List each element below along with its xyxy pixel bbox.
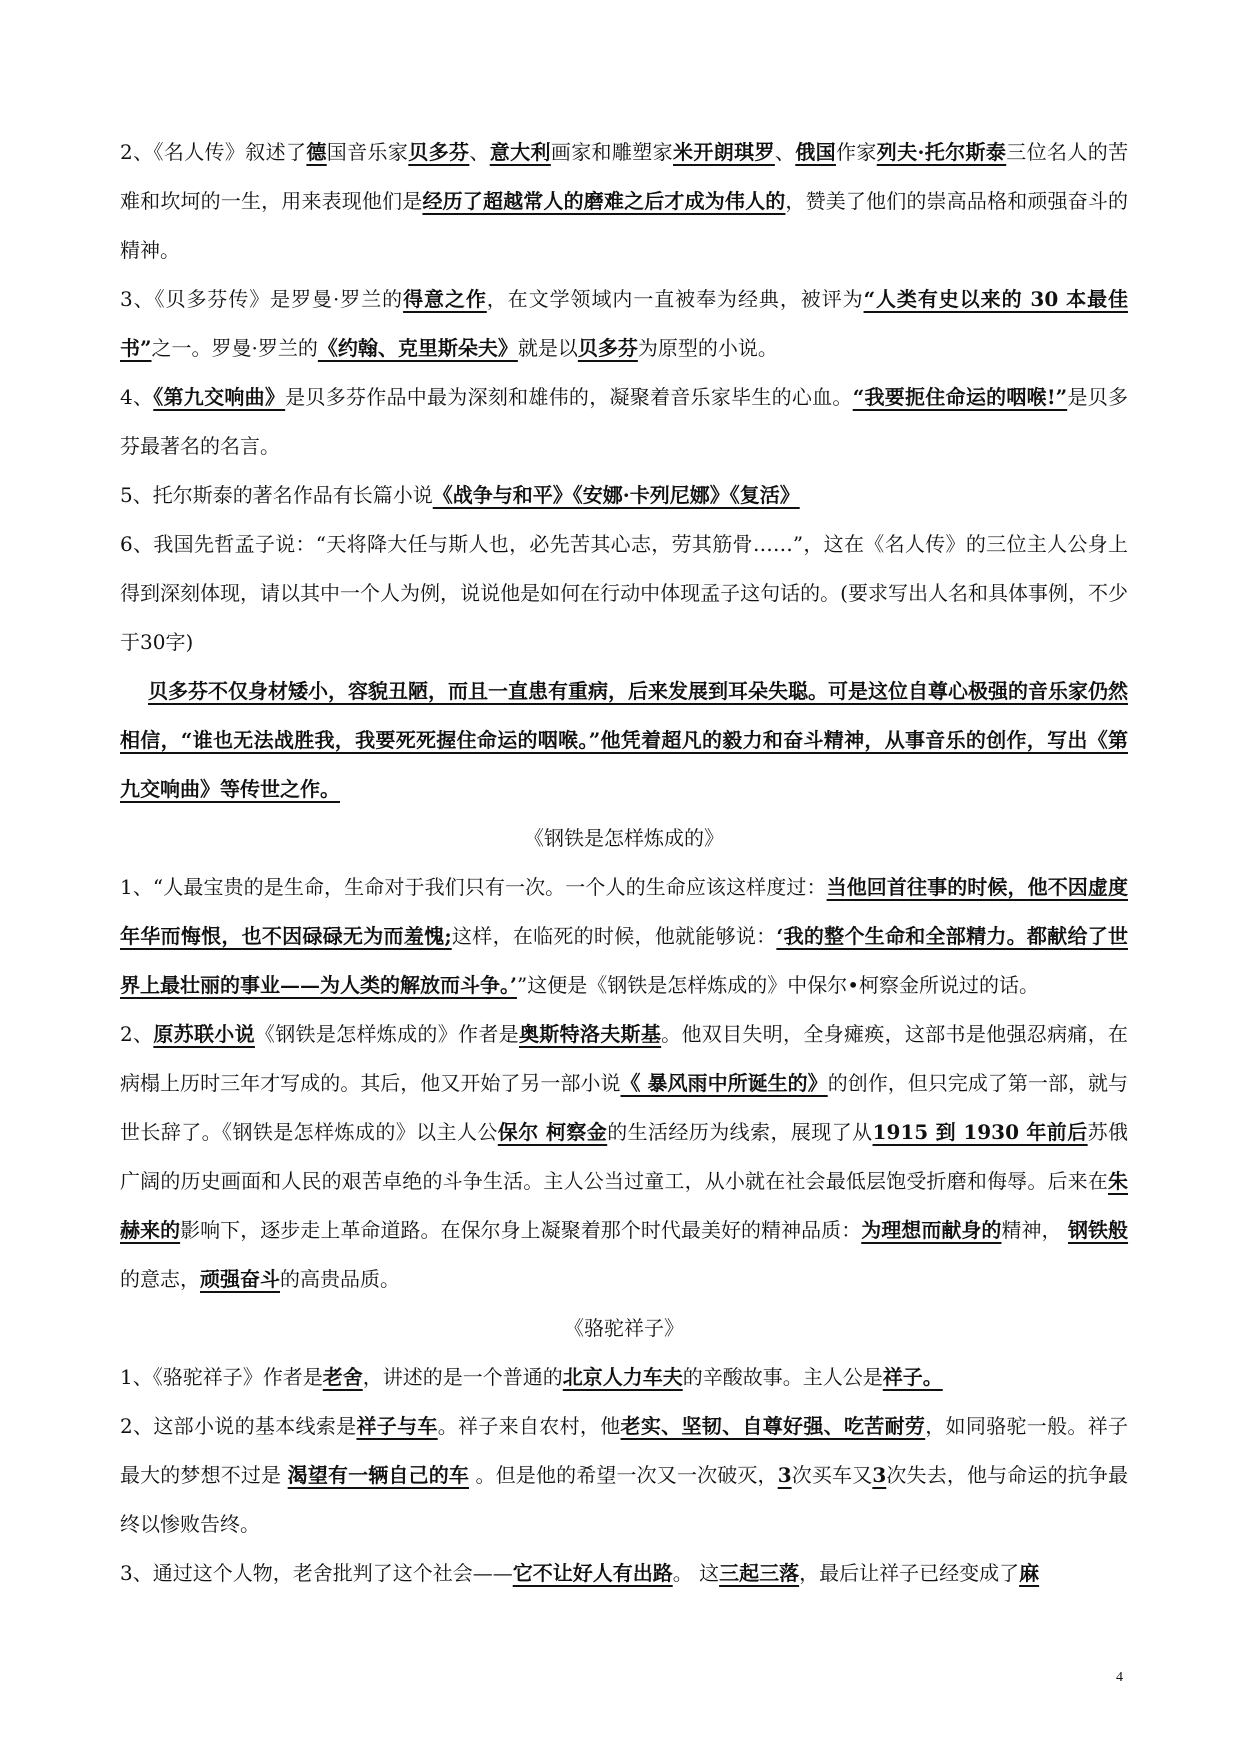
answer-text: 俄国 (795, 140, 836, 164)
answer-text: 贝多芬不仅身材矮小，容貌丑陋，而且一直患有重病，后来发展到耳朵失聪。可是这位自尊心极强的音乐家仍然相信，“谁也无法战胜我，我要死死握住命运的咽喉。”他凭着超凡的毅力和奋斗精神，从事音乐的创作，写出《第九交响曲》等传世之作。 (120, 679, 1128, 801)
text-span: 2、这部小说的基本线索是 (120, 1414, 357, 1438)
text-span: 3、《贝多芬传》是罗曼·罗兰的 (120, 287, 404, 311)
text-span: 次买车又 (791, 1463, 873, 1487)
text-span: 的创作，但只完成了第一部，就与世长辞了。《钢铁是怎样炼成的》以主人公 (120, 1071, 1129, 1144)
text-span: ，如同骆驼一般。祥子最大的梦想不过是 (120, 1414, 1129, 1487)
text-span: 1、“人最宝贵的是生命，生命对于我们只有一次。一个人的生命应该这样度过： (120, 875, 827, 899)
answer-text: 为理想而献身的 (861, 1218, 1002, 1242)
text-span: 国音乐家 (326, 140, 409, 164)
answer-text: 保尔 柯察金 (497, 1120, 608, 1144)
answer-text: 三起三落 (719, 1561, 800, 1585)
paragraph (120, 128, 1128, 275)
answer-text: ‘我的整个生命和全部精力。都献给了世界上最壮丽的事业——为人类的解放而斗争。’ (120, 924, 1128, 997)
text-span: 《钢铁是怎样炼成的》作者是 (254, 1022, 519, 1046)
text-span: 《骆驼祥子》 (564, 1316, 684, 1340)
page-number: 4 (1116, 1670, 1123, 1685)
text-span: 2、《名人传》叙述了 (120, 140, 307, 164)
answer-text: 《战争与和平》《安娜·卡列尼娜》《复活》 (432, 483, 800, 507)
text-span: 作家 (835, 140, 877, 164)
answer-text: 奥斯特洛夫斯基 (518, 1022, 662, 1046)
answer-text: 《约翰、克里斯朵夫》 (317, 336, 518, 360)
answer-text: 意大利 (489, 140, 551, 164)
text-span: 为原型的小说。 (637, 336, 778, 360)
answer-text: 北京人力车夫 (562, 1365, 683, 1389)
text-span: 三位名人的苦难和坎坷的一生，用来表现他们是 (120, 140, 1129, 213)
answer-text: 《第九交响曲》 (153, 385, 286, 409)
text-span: 的生活经历为线索，展现了从 (607, 1120, 873, 1144)
document-body (120, 128, 1128, 1598)
answer-text: “人类有史以来的 30 本最佳书” (120, 287, 1129, 360)
text-span: 是贝多芬作品中最为深刻和雄伟的，凝聚着音乐家毕生的心血。 (285, 385, 853, 409)
text-span: 。他双目失明，全身瘫痪，这部书是他强忍病痛，在病榻上历时三年才写成的。其后，他又开始了另一部小说 (120, 1022, 1129, 1095)
paragraph (120, 1402, 1128, 1549)
paragraph (120, 1353, 1128, 1402)
answer-text: 贝多芬 (408, 140, 470, 164)
paragraph (120, 520, 1128, 667)
text-span: 。祥子来自农村，他 (437, 1414, 621, 1438)
answer-text: 老舍 (322, 1365, 363, 1389)
text-span: 5、托尔斯泰的著名作品有长篇小说 (120, 483, 433, 507)
answer-text: 钢铁般 (1067, 1218, 1129, 1242)
text-span: ，讲述的是一个普通的 (362, 1365, 563, 1389)
answer-text: 祥子与车 (356, 1414, 438, 1438)
answer-text: 当他回首往事的时候，他不因虚度年华而悔恨，也不因碌碌无为而羞愧; (120, 875, 1129, 948)
text-span: 2、 (120, 1022, 154, 1046)
paragraph (120, 1549, 1128, 1598)
paragraph (120, 863, 1128, 1010)
answer-text: “我要扼住命运的咽喉!” (852, 385, 1068, 409)
text-span: 精神， (1001, 1218, 1068, 1242)
text-span: 之一。罗曼·罗兰的 (151, 336, 318, 360)
answer-text: 朱赫来的 (120, 1169, 1128, 1242)
answer-text: 麻 (1019, 1561, 1040, 1585)
text-span: 。但是他的希望一次又一次破灭， (468, 1463, 778, 1487)
answer-text: 渴望有一辆自己的车 (287, 1463, 469, 1487)
text-span: 的意志， (120, 1267, 200, 1291)
paragraph (120, 373, 1128, 471)
text-span: 这样，在临死的时候，他就能够说： (451, 924, 777, 948)
text-span: 是贝多芬最著名的名言。 (120, 385, 1128, 458)
answer-text: 得意之作 (403, 287, 487, 311)
text-span: 画家和雕塑家 (550, 140, 674, 164)
answer-text: 贝多芬 (577, 336, 638, 360)
text-span: 4、 (120, 385, 154, 409)
text-span: 、 (774, 140, 796, 164)
text-span: 次失去，他与命运的抗争最终以惨败告终。 (120, 1463, 1129, 1536)
text-span: 《钢铁是怎样炼成的》 (524, 826, 724, 850)
paragraph (120, 667, 1128, 814)
answer-text: 经历了超越常人的磨难之后才成为伟人的 (422, 189, 786, 213)
paragraph (120, 471, 1128, 520)
text-span: 的高贵品质。 (280, 1267, 400, 1291)
paragraph (120, 1010, 1128, 1304)
answer-text: 顽强奋斗 (200, 1267, 280, 1291)
section-title (120, 814, 1128, 863)
answer-text: 它不让好人有出路 (512, 1561, 673, 1585)
answer-text: 米开朗琪罗 (673, 140, 775, 164)
text-span: 的辛酸故事。主人公是 (682, 1365, 883, 1389)
text-span: ，在文学领域内一直被奉为经典，被评为 (486, 287, 864, 311)
paragraph (120, 275, 1128, 373)
answer-text: 原苏联小说 (153, 1022, 255, 1046)
text-span: 3、通过这个人物，老舍批判了这个社会—— (120, 1561, 513, 1585)
text-span: 、 (469, 140, 490, 164)
text-span: ，最后让祥子已经变成了 (799, 1561, 1020, 1585)
answer-text: 祥子。 (882, 1365, 943, 1389)
answer-text: 德 (306, 140, 327, 164)
text-span: 苏俄广阔的历史画面和人民的艰苦卓绝的斗争生活。主人公当过童工，从小就在社会最低层饱受折磨和侮辱。后来在 (120, 1120, 1129, 1193)
text-span: 影响下，逐步走上革命道路。在保尔身上凝聚着那个时代最美好的精神品质： (180, 1218, 862, 1242)
text-span: 。 这 (672, 1561, 720, 1585)
text-span: 6、我国先哲孟子说：“天将降大任与斯人也，必先苦其心志，劳其筋骨……”，这在《名人传》的三位主人公身上得到深刻体现，请以其中一个人为例，说说他是如何在行动中体现孟子这句话的。(要求写出人名和具体事例，不少于30字) (120, 532, 1128, 654)
text-span: ”这便是《钢铁是怎样炼成的》中保尔•柯察金所说过的话。 (516, 973, 1039, 997)
answer-text: 1915 到 1930 年前后 (872, 1120, 1088, 1144)
answer-text: 老实、坚韧、自尊好强、吃苦耐劳 (620, 1414, 926, 1438)
text-span: 1、《骆驼祥子》作者是 (120, 1365, 323, 1389)
section-title (120, 1304, 1128, 1353)
answer-text: 3 (777, 1463, 792, 1487)
answer-text: 列夫·托尔斯泰 (876, 140, 1007, 164)
answer-text: 3 (872, 1463, 887, 1487)
text-span: 就是以 (517, 336, 578, 360)
answer-text: 《 暴风雨中所诞生的》 (620, 1071, 828, 1095)
text-span: ，赞美了他们的崇高品格和顽强奋斗的精神。 (120, 189, 1129, 262)
